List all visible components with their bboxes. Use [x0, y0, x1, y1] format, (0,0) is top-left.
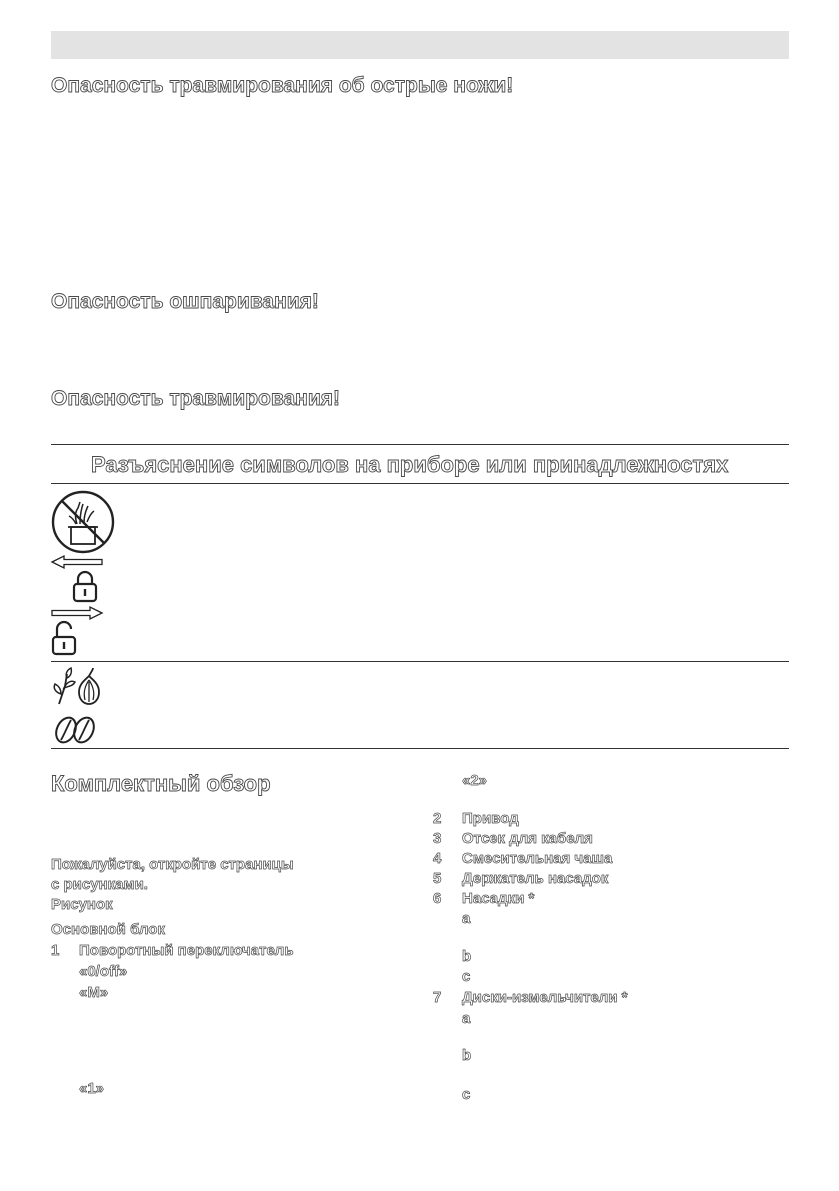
divider — [51, 748, 789, 749]
divider — [51, 483, 789, 484]
item-label: Привод — [462, 810, 519, 827]
sub-item-letter: b — [462, 1047, 472, 1064]
switch-position-m: «M» — [79, 984, 109, 1001]
no-hands-icon — [51, 490, 115, 559]
item-number: 2 — [433, 810, 442, 827]
base-unit-label: Основной блок — [51, 921, 165, 938]
herbs-onion-icon — [51, 668, 103, 711]
open-pages-text-2: с рисунками. — [51, 876, 148, 893]
lock-open-icon — [51, 621, 81, 660]
item-number: 3 — [433, 830, 442, 847]
item-number: 6 — [433, 890, 442, 907]
open-pages-text-1: Пожалуйста, откройте страницы — [51, 856, 294, 873]
switch-position-1: «1» — [79, 1080, 105, 1097]
item-label: Насадки * — [462, 890, 535, 907]
warning-scald: Опасность ошпаривания! — [51, 290, 319, 313]
coffee-beans-icon — [51, 715, 99, 750]
item-number: 4 — [433, 850, 442, 867]
divider — [51, 444, 789, 445]
warning-injury: Опасность травмирования! — [51, 387, 340, 410]
figure-label: Рисунок — [51, 896, 113, 913]
header-bar — [51, 31, 789, 59]
divider — [51, 661, 789, 662]
item-label: Отсек для кабеля — [462, 830, 593, 847]
lock-closed-icon — [72, 570, 98, 607]
item-label: Поворотный переключатель — [79, 942, 294, 959]
item-label: Смесительная чаша — [462, 850, 613, 867]
switch-position-off: «0/off» — [79, 963, 128, 980]
overview-title: Комплектный обзор — [51, 771, 271, 796]
item-number: 7 — [433, 989, 442, 1006]
sub-item-letter: a — [462, 910, 471, 927]
warning-knives: Опасность травмирования об острые ножи! — [51, 74, 514, 97]
symbols-heading: Разъяснение символов на приборе или принадлежностях — [91, 452, 729, 477]
sub-item-letter: c — [462, 1086, 471, 1103]
item-number: 1 — [51, 942, 60, 959]
sub-item-letter: a — [462, 1010, 471, 1027]
item-number: 5 — [433, 870, 442, 887]
sub-item-letter: b — [462, 948, 472, 965]
item-label: Диски-измельчители * — [462, 989, 628, 1006]
item-label: Держатель насадок — [462, 870, 609, 887]
sub-item-letter: c — [462, 968, 471, 985]
switch-position-2: «2» — [462, 772, 488, 789]
